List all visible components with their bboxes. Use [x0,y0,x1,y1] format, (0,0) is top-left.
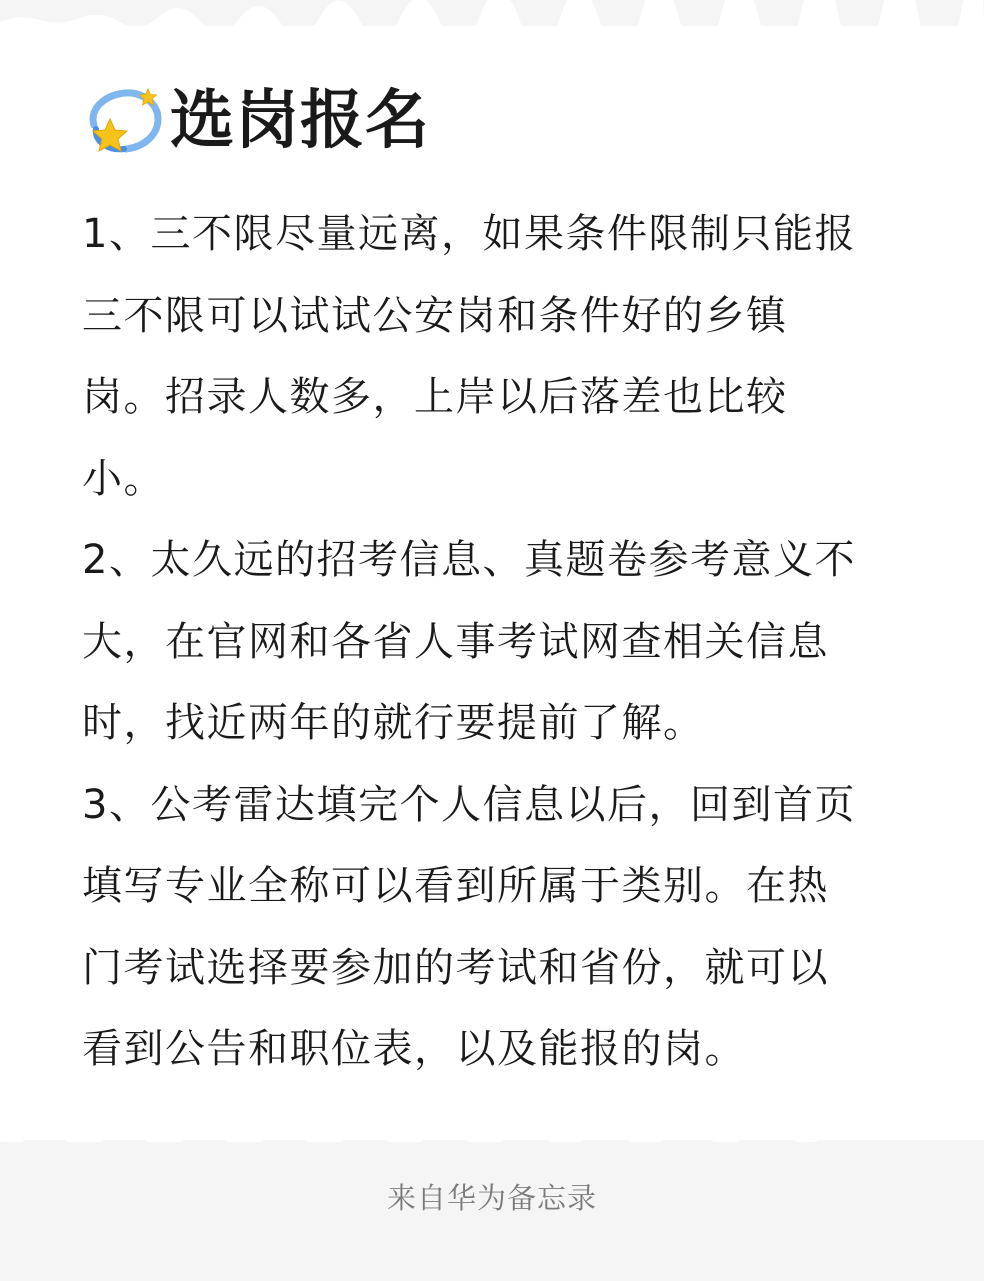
text-line: 1、三不限尽量远离，如果条件限制只能报 [82,211,856,257]
note-title: 选岗报名 [170,84,430,158]
paragraph-2 [82,520,912,765]
text-line: 3、公考雷达填完个人信息以后，回到首页 [82,781,856,828]
paragraph-3 [82,765,912,1091]
paper-edge-bottom [0,1128,984,1142]
text-line: 时，找近两年的就行要提前了解。 [82,700,705,746]
text-line: 2、太久远的招考信息、真题卷参考意义不 [82,537,856,583]
source-footer: 来自华为备忘录 [386,1181,597,1215]
text-line: 大，在官网和各省人事考试网查相关信息 [82,618,829,665]
paragraph-1 [82,194,912,520]
paper-edge-top [0,0,984,26]
text-line: 岗。招录人数多，上岸以后落差也比较 [82,374,788,420]
text-line: 小。 [82,455,165,502]
text-line: 门考试选择要参加的考试和省份，就可以 [82,944,829,991]
text-line: 填写专业全称可以看到所属于类别。在热 [82,863,829,909]
note-title-row [84,82,430,160]
text-line: 三不限可以试试公安岗和条件好的乡镇 [82,292,788,339]
note-body [82,194,912,1091]
star-swirl-icon [84,85,164,157]
text-line: 看到公告和职位表，以及能报的岗。 [82,1026,746,1072]
